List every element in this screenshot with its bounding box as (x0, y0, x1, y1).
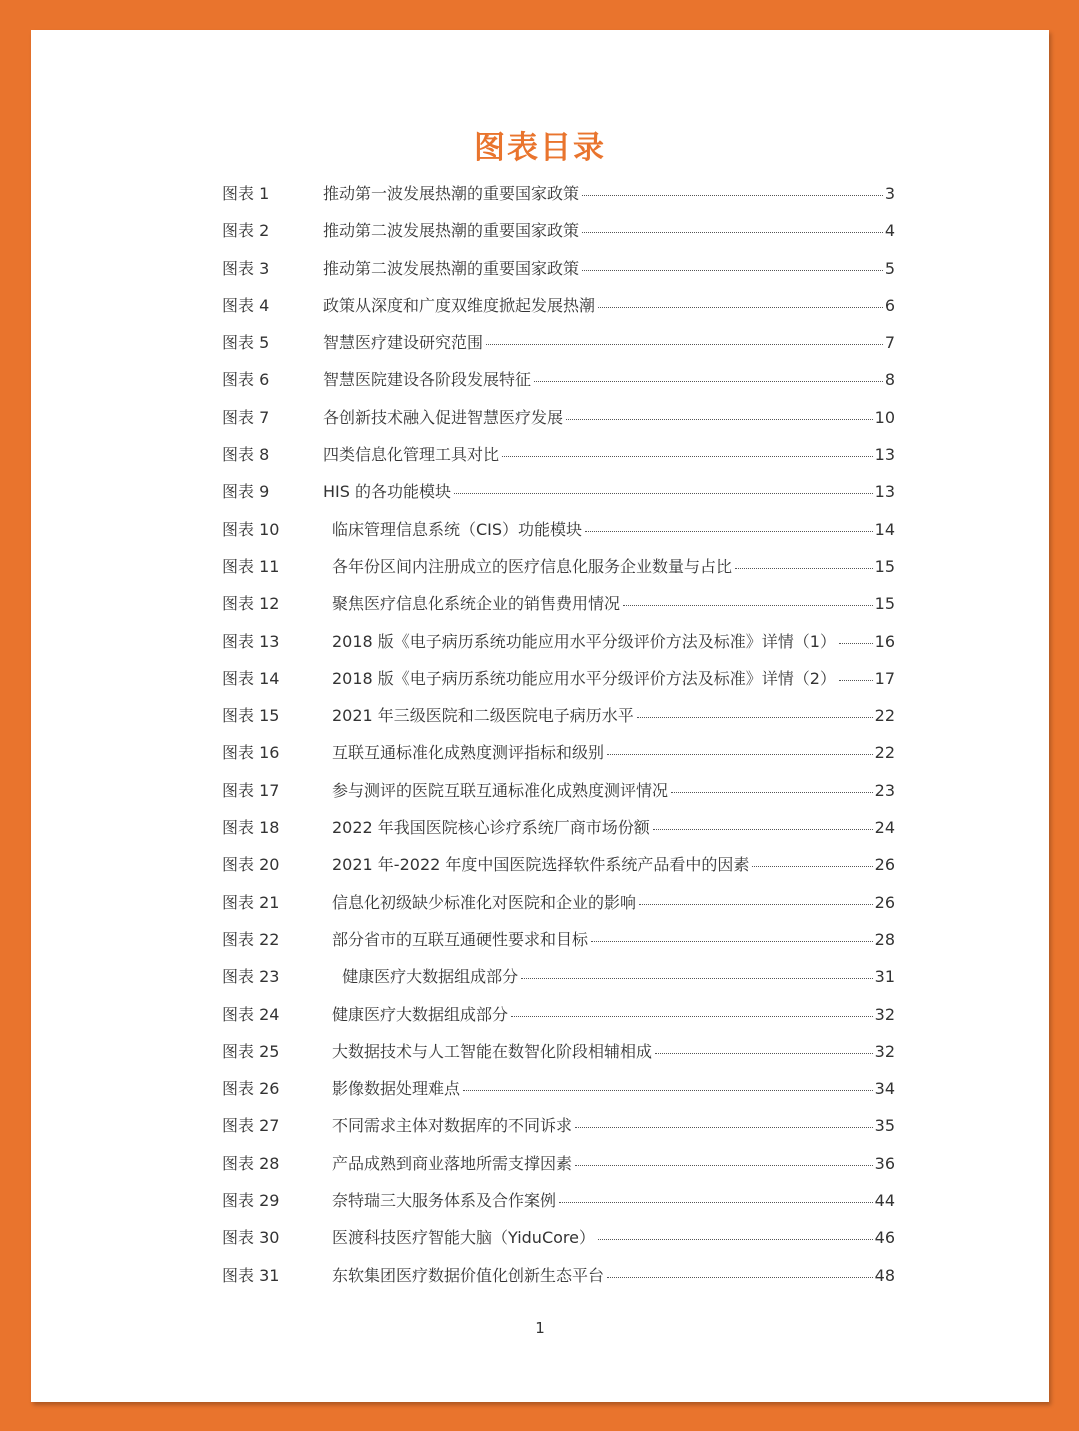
toc-entry-label: 图表 2 (222, 221, 270, 241)
toc-entry[interactable] (222, 778, 895, 815)
document-page (31, 30, 1049, 1402)
toc-entry-page: 32 (874, 1004, 895, 1024)
toc-entry[interactable] (222, 218, 895, 255)
toc-entry-label: 图表 22 (222, 929, 280, 949)
dot-leader (607, 754, 873, 755)
toc-entry-title: 医渡科技医疗智能大脑（YiduCore） (332, 1228, 595, 1248)
toc-entry-label: 图表 4 (222, 295, 270, 315)
toc-entry-page: 35 (874, 1116, 895, 1136)
toc-entry-title: 聚焦医疗信息化系统企业的销售费用情况 (332, 594, 621, 614)
toc-entry-page: 7 (884, 333, 895, 353)
dot-leader (463, 1090, 873, 1091)
toc-entry-title: 智慧医院建设各阶段发展特征 (323, 370, 532, 390)
toc-entry-label: 图表 20 (222, 855, 280, 875)
toc-entry-label: 图表 11 (222, 556, 280, 576)
toc-entry-label: 图表 23 (222, 967, 280, 987)
toc-entry-title: 2021 年-2022 年度中国医院选择软件系统产品看中的因素 (332, 855, 750, 875)
toc-entry-label: 图表 7 (222, 407, 270, 427)
dot-leader (655, 1053, 873, 1054)
table-of-figures (222, 181, 895, 1300)
toc-entry-label: 图表 25 (222, 1041, 280, 1061)
toc-entry-label: 图表 26 (222, 1079, 280, 1099)
toc-entry-label: 图表 28 (222, 1153, 280, 1173)
toc-entry-title: 各创新技术融入促进智慧医疗发展 (323, 407, 564, 427)
toc-entry-label: 图表 12 (222, 594, 280, 614)
toc-entry-title: 四类信息化管理工具对比 (323, 445, 500, 465)
toc-entry-page: 26 (874, 892, 895, 912)
toc-entry-page: 13 (874, 445, 895, 465)
toc-entry-title: 不同需求主体对数据库的不同诉求 (332, 1116, 573, 1136)
toc-entry[interactable] (222, 293, 895, 330)
toc-entry-page: 13 (874, 482, 895, 502)
toc-entry-title: 2018 版《电子病历系统功能应用水平分级评价方法及标准》详情（1） (332, 631, 836, 651)
toc-entry-title: 2018 版《电子病历系统功能应用水平分级评价方法及标准》详情（2） (332, 668, 836, 688)
toc-entry-page: 15 (874, 594, 895, 614)
toc-entry-page: 8 (884, 370, 895, 390)
dot-leader (566, 419, 873, 420)
toc-entry-label: 图表 17 (222, 780, 280, 800)
toc-entry[interactable] (222, 1076, 895, 1113)
dot-leader (575, 1127, 873, 1128)
dot-leader (582, 270, 883, 271)
toc-entry-label: 图表 16 (222, 743, 280, 763)
toc-entry-label: 图表 3 (222, 258, 270, 278)
toc-entry-title: 东软集团医疗数据价值化创新生态平台 (332, 1265, 605, 1285)
toc-entry[interactable] (222, 591, 895, 628)
toc-entry[interactable] (222, 666, 895, 703)
toc-entry-title: 推动第一波发展热潮的重要国家政策 (323, 184, 580, 203)
toc-entry[interactable] (222, 405, 895, 442)
toc-entry-title: HIS 的各功能模块 (323, 482, 451, 502)
dot-leader (454, 493, 873, 494)
toc-entry[interactable] (222, 1151, 895, 1188)
toc-entry[interactable] (222, 703, 895, 740)
toc-entry-title: 健康医疗大数据组成部分 (332, 967, 519, 987)
toc-entry-title: 各年份区间内注册成立的医疗信息化服务企业数量与占比 (332, 556, 733, 576)
toc-entry-page: 32 (874, 1041, 895, 1061)
toc-entry-title: 部分省市的互联互通硬性要求和目标 (332, 929, 589, 949)
dot-leader (511, 1016, 873, 1017)
toc-entry[interactable] (222, 927, 895, 964)
dot-leader (653, 829, 873, 830)
toc-entry[interactable] (222, 256, 895, 293)
toc-entry-page: 3 (884, 184, 895, 203)
dot-leader (575, 1165, 873, 1166)
toc-entry-page: 46 (874, 1228, 895, 1248)
toc-entry[interactable] (222, 330, 895, 367)
toc-entry-label: 图表 6 (222, 370, 270, 390)
toc-entry-label: 图表 13 (222, 631, 280, 651)
toc-entry[interactable] (222, 181, 895, 218)
dot-leader (502, 456, 873, 457)
toc-entry-page: 44 (874, 1191, 895, 1211)
toc-entry-title: 2021 年三级医院和二级医院电子病历水平 (332, 706, 634, 726)
toc-entry[interactable] (222, 367, 895, 404)
toc-entry-page: 15 (874, 556, 895, 576)
toc-entry[interactable] (222, 479, 895, 516)
toc-entry[interactable] (222, 442, 895, 479)
toc-entry-label: 图表 31 (222, 1265, 280, 1285)
page-number: 1 (535, 1319, 545, 1337)
dot-leader (623, 605, 873, 606)
dot-leader (598, 307, 883, 308)
dot-leader (585, 531, 873, 532)
toc-entry-page: 28 (874, 929, 895, 949)
toc-entry-label: 图表 21 (222, 892, 280, 912)
dot-leader (752, 866, 872, 867)
toc-entry[interactable] (222, 1002, 895, 1039)
toc-entry-page: 48 (874, 1265, 895, 1285)
toc-entry-label: 图表 24 (222, 1004, 280, 1024)
dot-leader (582, 232, 883, 233)
toc-entry-label: 图表 15 (222, 706, 280, 726)
toc-entry[interactable] (222, 629, 895, 666)
toc-entry-page: 4 (884, 221, 895, 241)
toc-entry-title: 智慧医疗建设研究范围 (323, 333, 484, 353)
toc-entry-title: 参与测评的医院互联互通标准化成熟度测评情况 (332, 780, 669, 800)
toc-entry[interactable] (222, 890, 895, 927)
toc-entry-label: 图表 29 (222, 1191, 280, 1211)
dot-leader (591, 941, 873, 942)
toc-entry-title: 推动第二波发展热潮的重要国家政策 (323, 258, 580, 278)
toc-entry[interactable] (222, 1263, 895, 1300)
dot-leader (839, 643, 873, 644)
dot-leader (735, 568, 873, 569)
toc-entry-page: 36 (874, 1153, 895, 1173)
toc-entry[interactable] (222, 740, 895, 777)
page-title: 图表目录 (474, 130, 606, 166)
toc-entry-page: 31 (874, 967, 895, 987)
toc-entry-label: 图表 27 (222, 1116, 280, 1136)
toc-entry-label: 图表 18 (222, 818, 280, 838)
dot-leader (521, 978, 872, 979)
toc-entry-title: 信息化初级缺少标准化对医院和企业的影响 (332, 892, 637, 912)
toc-entry-title: 产品成熟到商业落地所需支撑因素 (332, 1153, 573, 1173)
toc-entry-title: 2022 年我国医院核心诊疗系统厂商市场份额 (332, 818, 650, 838)
toc-entry-title: 互联互通标准化成熟度测评指标和级别 (332, 743, 605, 763)
toc-entry-page: 17 (874, 668, 895, 688)
dot-leader (582, 195, 883, 196)
toc-entry-title: 政策从深度和广度双维度掀起发展热潮 (323, 295, 596, 315)
toc-entry-label: 图表 10 (222, 519, 280, 539)
toc-entry-label: 图表 5 (222, 333, 270, 353)
toc-entry-page: 23 (874, 780, 895, 800)
toc-entry-page: 34 (874, 1079, 895, 1099)
toc-entry[interactable] (222, 815, 895, 852)
toc-entry-label: 图表 9 (222, 482, 270, 502)
dot-leader (639, 904, 873, 905)
dot-leader (607, 1277, 873, 1278)
toc-entry-page: 14 (874, 519, 895, 539)
toc-entry[interactable] (222, 964, 895, 1001)
toc-entry-title: 健康医疗大数据组成部分 (332, 1004, 509, 1024)
toc-entry-page: 24 (874, 818, 895, 838)
toc-entry-page: 6 (884, 295, 895, 315)
dot-leader (534, 381, 883, 382)
toc-entry[interactable] (222, 517, 895, 554)
toc-entry-label: 图表 14 (222, 668, 280, 688)
toc-entry-label: 图表 1 (222, 184, 270, 203)
dot-leader (671, 792, 873, 793)
toc-entry[interactable] (222, 1113, 895, 1150)
toc-entry-page: 22 (874, 706, 895, 726)
toc-entry-page: 26 (874, 855, 895, 875)
toc-entry-label: 图表 30 (222, 1228, 280, 1248)
dot-leader (486, 344, 883, 345)
dot-leader (637, 717, 873, 718)
dot-leader (559, 1202, 873, 1203)
dot-leader (839, 680, 873, 681)
toc-entry-page: 5 (884, 258, 895, 278)
toc-entry-title: 推动第二波发展热潮的重要国家政策 (323, 221, 580, 241)
toc-entry-title: 大数据技术与人工智能在数智化阶段相辅相成 (332, 1041, 653, 1061)
toc-entry[interactable] (222, 1039, 895, 1076)
toc-entry-page: 10 (874, 407, 895, 427)
toc-entry-title: 影像数据处理难点 (332, 1079, 461, 1099)
toc-entry-title: 奈特瑞三大服务体系及合作案例 (332, 1191, 557, 1211)
toc-entry[interactable] (222, 554, 895, 591)
toc-entry[interactable] (222, 1188, 895, 1225)
toc-entry[interactable] (222, 1225, 895, 1262)
toc-entry-page: 22 (874, 743, 895, 763)
dot-leader (598, 1239, 873, 1240)
toc-entry[interactable] (222, 852, 895, 889)
toc-entry-page: 16 (874, 631, 895, 651)
toc-entry-title: 临床管理信息系统（CIS）功能模块 (332, 519, 583, 539)
toc-entry-label: 图表 8 (222, 445, 270, 465)
